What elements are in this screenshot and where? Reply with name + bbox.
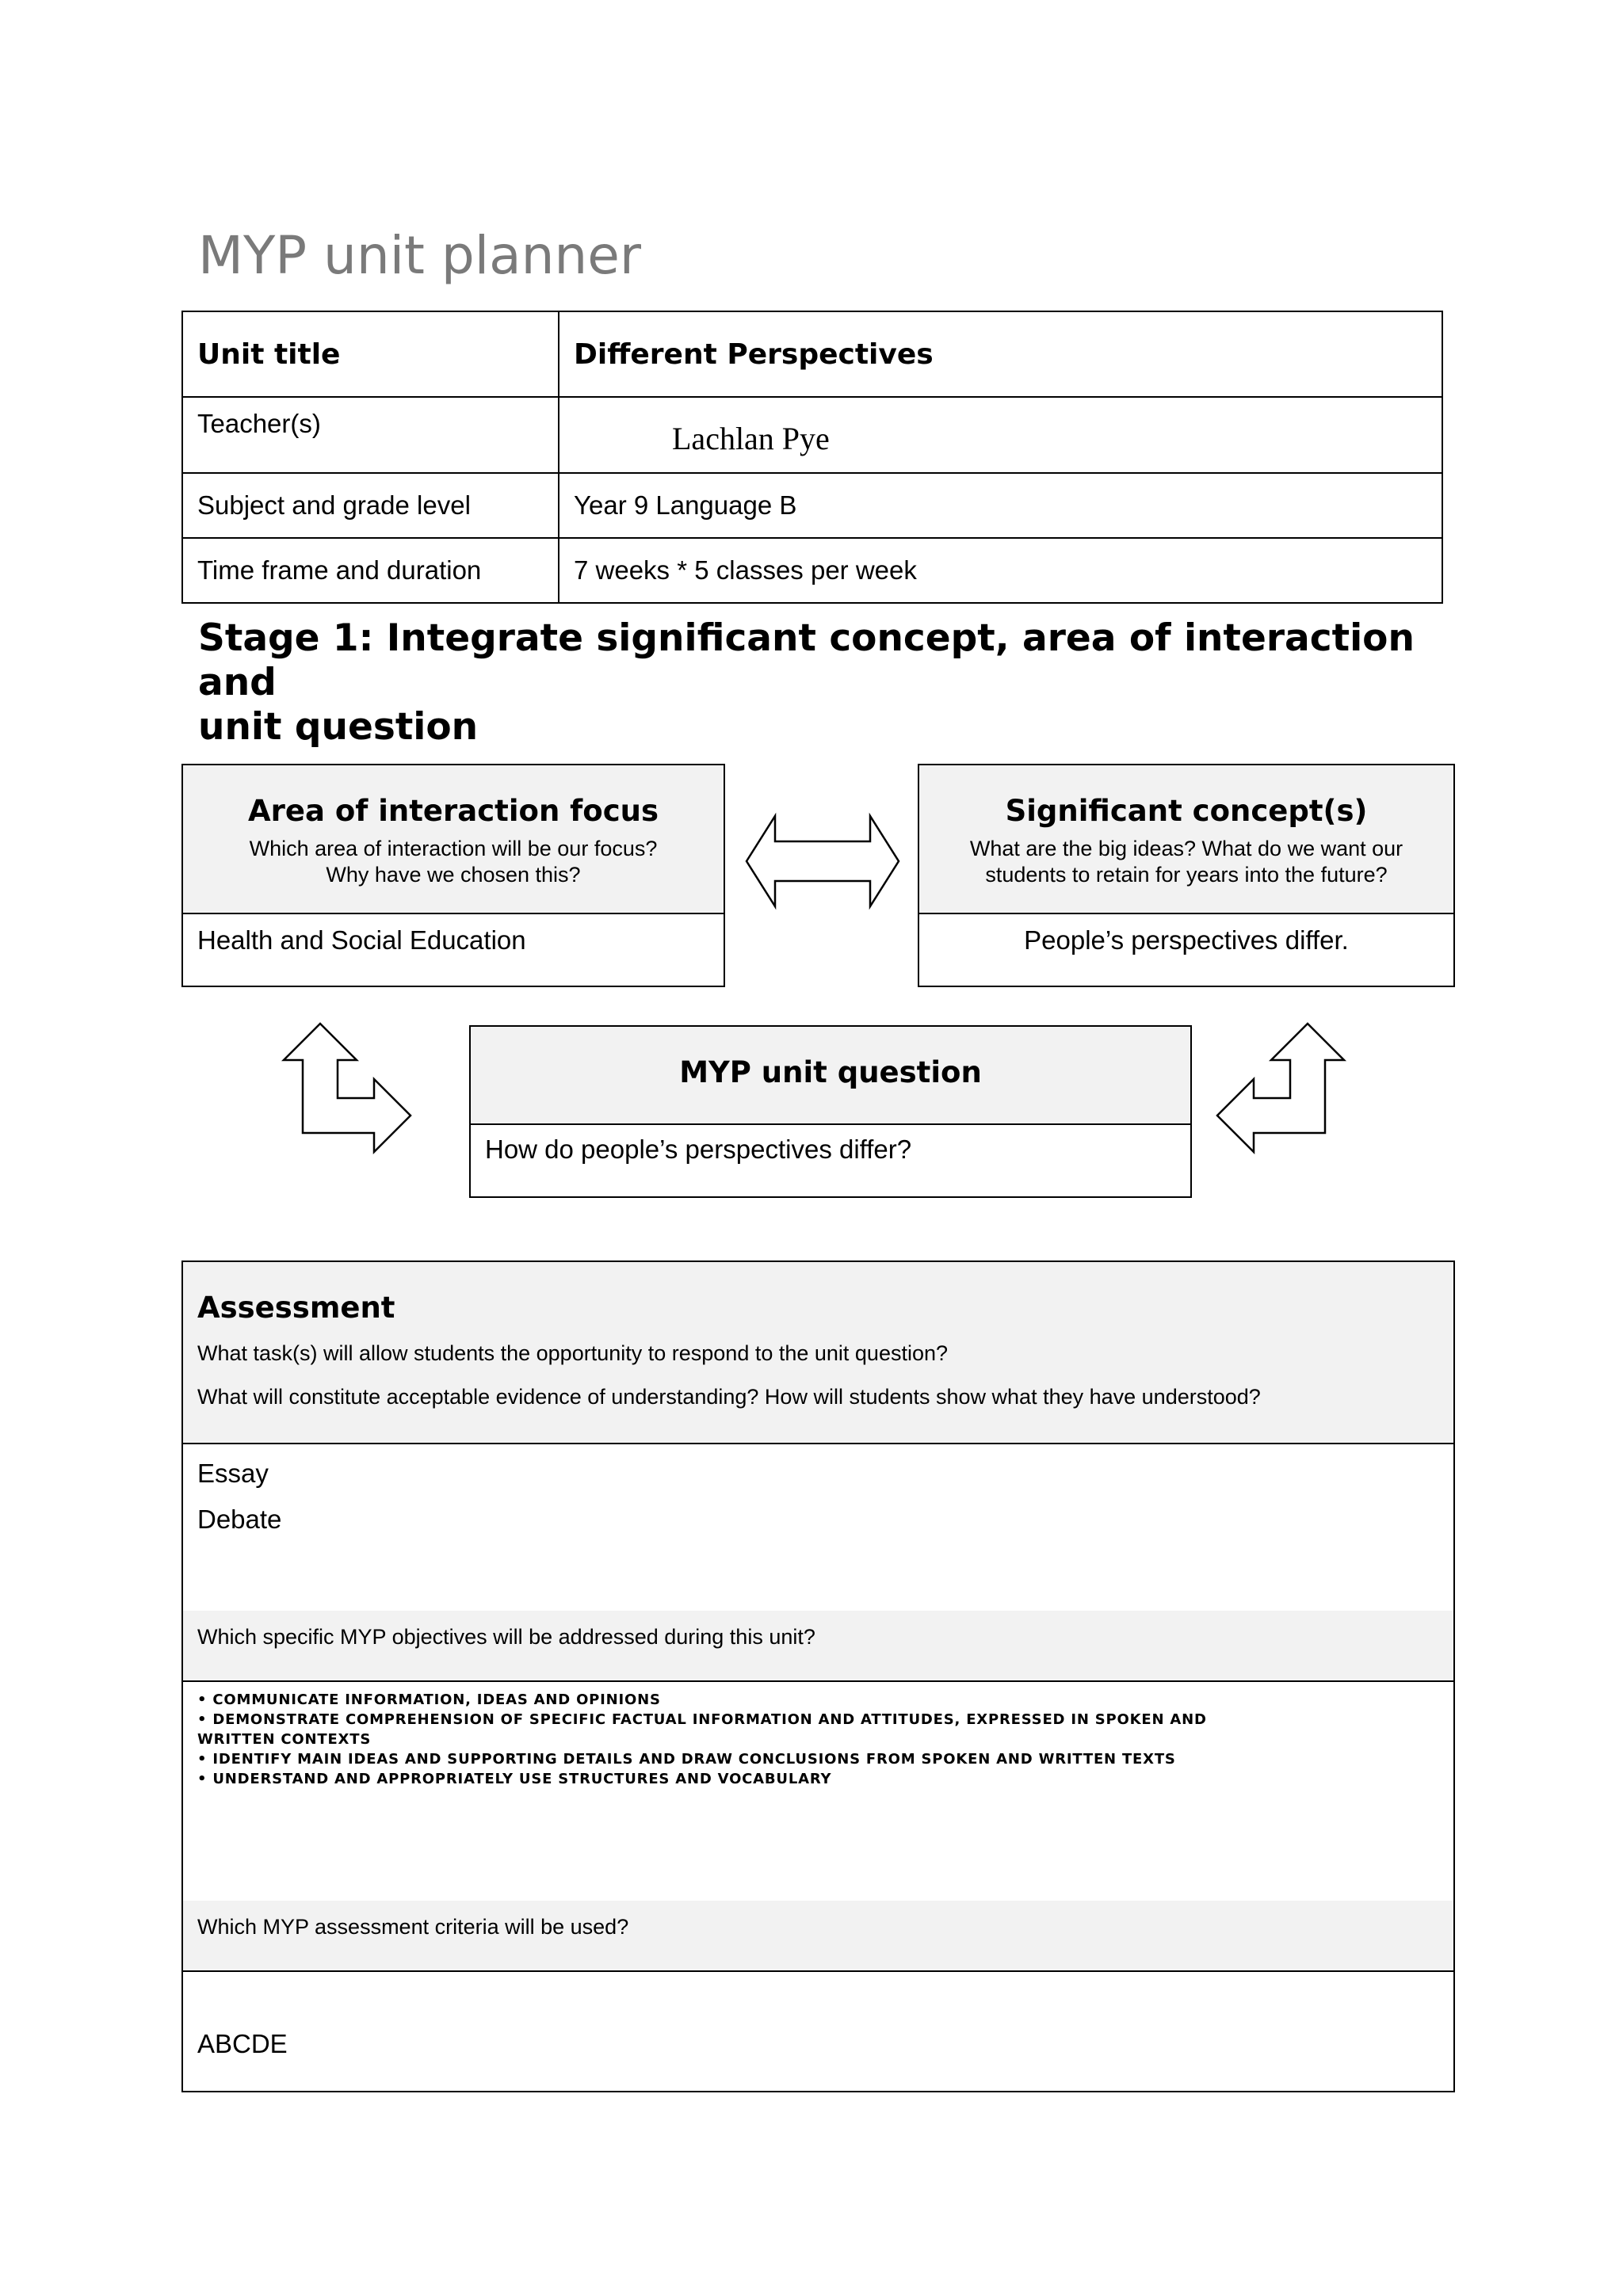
objective-item: • COMMUNICATE INFORMATION, IDEAS AND OPINIONS: [197, 1691, 661, 1708]
assessment-block: [181, 1261, 1455, 2092]
teacher-cell: [559, 397, 1442, 473]
significant-concept-header: [919, 765, 1453, 914]
significant-concept-sub2: students to retain for years into the future?: [985, 863, 1388, 887]
unit-title-label: Unit title: [182, 311, 559, 397]
subject-label: Subject and grade level: [182, 473, 559, 538]
bent-arrow-right-icon: [282, 1022, 412, 1158]
bent-arrow-left-icon: [1216, 1022, 1346, 1158]
objective-item: • IDENTIFY MAIN IDEAS AND SUPPORTING DETAILS AND DRAW CONCLUSIONS FROM SPOKEN AND WRITTEN TEXTS: [197, 1751, 1176, 1768]
significant-concept-value: People’s perspectives differ.: [1024, 925, 1349, 955]
area-of-interaction-title: Area of interaction focus: [248, 794, 659, 828]
area-of-interaction-sub2: Why have we chosen this?: [326, 863, 581, 887]
teacher-value: Lachlan Pye: [672, 421, 830, 456]
subject-value: Year 9 Language B: [559, 473, 1442, 538]
objectives-question: Which specific MYP objectives will be addressed during this unit?: [197, 1625, 815, 1649]
area-of-interaction-value: Health and Social Education: [197, 925, 526, 955]
unit-title-value: Different Perspectives: [559, 311, 1442, 397]
assessment-task-1: Essay: [197, 1459, 269, 1488]
objective-item: WRITTEN CONTEXTS: [197, 1731, 372, 1748]
significant-concept-sub1: What are the big ideas? What do we want our: [969, 837, 1403, 860]
significant-concept-box: [918, 764, 1455, 987]
double-arrow-icon: [745, 814, 900, 908]
stage1-heading-line1: Stage 1: Integrate significant concept, area of interaction and: [198, 616, 1415, 704]
assessment-title: Assessment: [197, 1291, 395, 1325]
objective-item: • DEMONSTRATE COMPREHENSION OF SPECIFIC FACTUAL INFORMATION AND ATTITUDES, EXPRESSED IN SPOKEN AND: [197, 1711, 1207, 1728]
area-of-interaction-box: [181, 764, 725, 987]
objectives-question-row: [183, 1611, 1453, 1682]
significant-concept-title: Significant concept(s): [1005, 794, 1368, 828]
assessment-task-2: Debate: [197, 1505, 282, 1534]
objective-item: • UNDERSTAND AND APPROPRIATELY USE STRUCTURES AND VOCABULARY: [197, 1771, 832, 1787]
area-of-interaction-sub1: Which area of interaction will be our focus?: [249, 837, 658, 860]
criteria-question: Which MYP assessment criteria will be used?: [197, 1915, 629, 1939]
page-title: MYP unit planner: [198, 225, 641, 286]
time-label: Time frame and duration: [182, 538, 559, 603]
criteria-value: ABCDE: [197, 2029, 288, 2058]
assessment-header: [183, 1262, 1453, 1444]
objectives-row: [183, 1680, 1453, 1902]
assessment-tasks: [183, 1443, 1453, 1612]
unit-question-value: How do people’s perspectives differ?: [485, 1135, 912, 1164]
assessment-question-2: What will constitute acceptable evidence of understanding? How will students show what they have understood?: [197, 1385, 1261, 1409]
area-of-interaction-header: [183, 765, 724, 914]
unit-info-table: [181, 311, 1443, 604]
unit-question-box: [469, 1025, 1192, 1198]
stage1-heading-line2: unit question: [198, 705, 479, 749]
criteria-question-row: [183, 1901, 1453, 1972]
criteria-row: [183, 1970, 1453, 2092]
assessment-question-1: What task(s) will allow students the opportunity to respond to the unit question?: [197, 1341, 949, 1365]
stage1-heading: [198, 616, 1466, 749]
teacher-label: Teacher(s): [182, 397, 559, 473]
time-value: 7 weeks * 5 classes per week: [559, 538, 1442, 603]
objectives-list: [197, 1690, 1307, 1789]
unit-question-title: MYP unit question: [679, 1055, 982, 1089]
unit-question-header: [471, 1027, 1190, 1125]
